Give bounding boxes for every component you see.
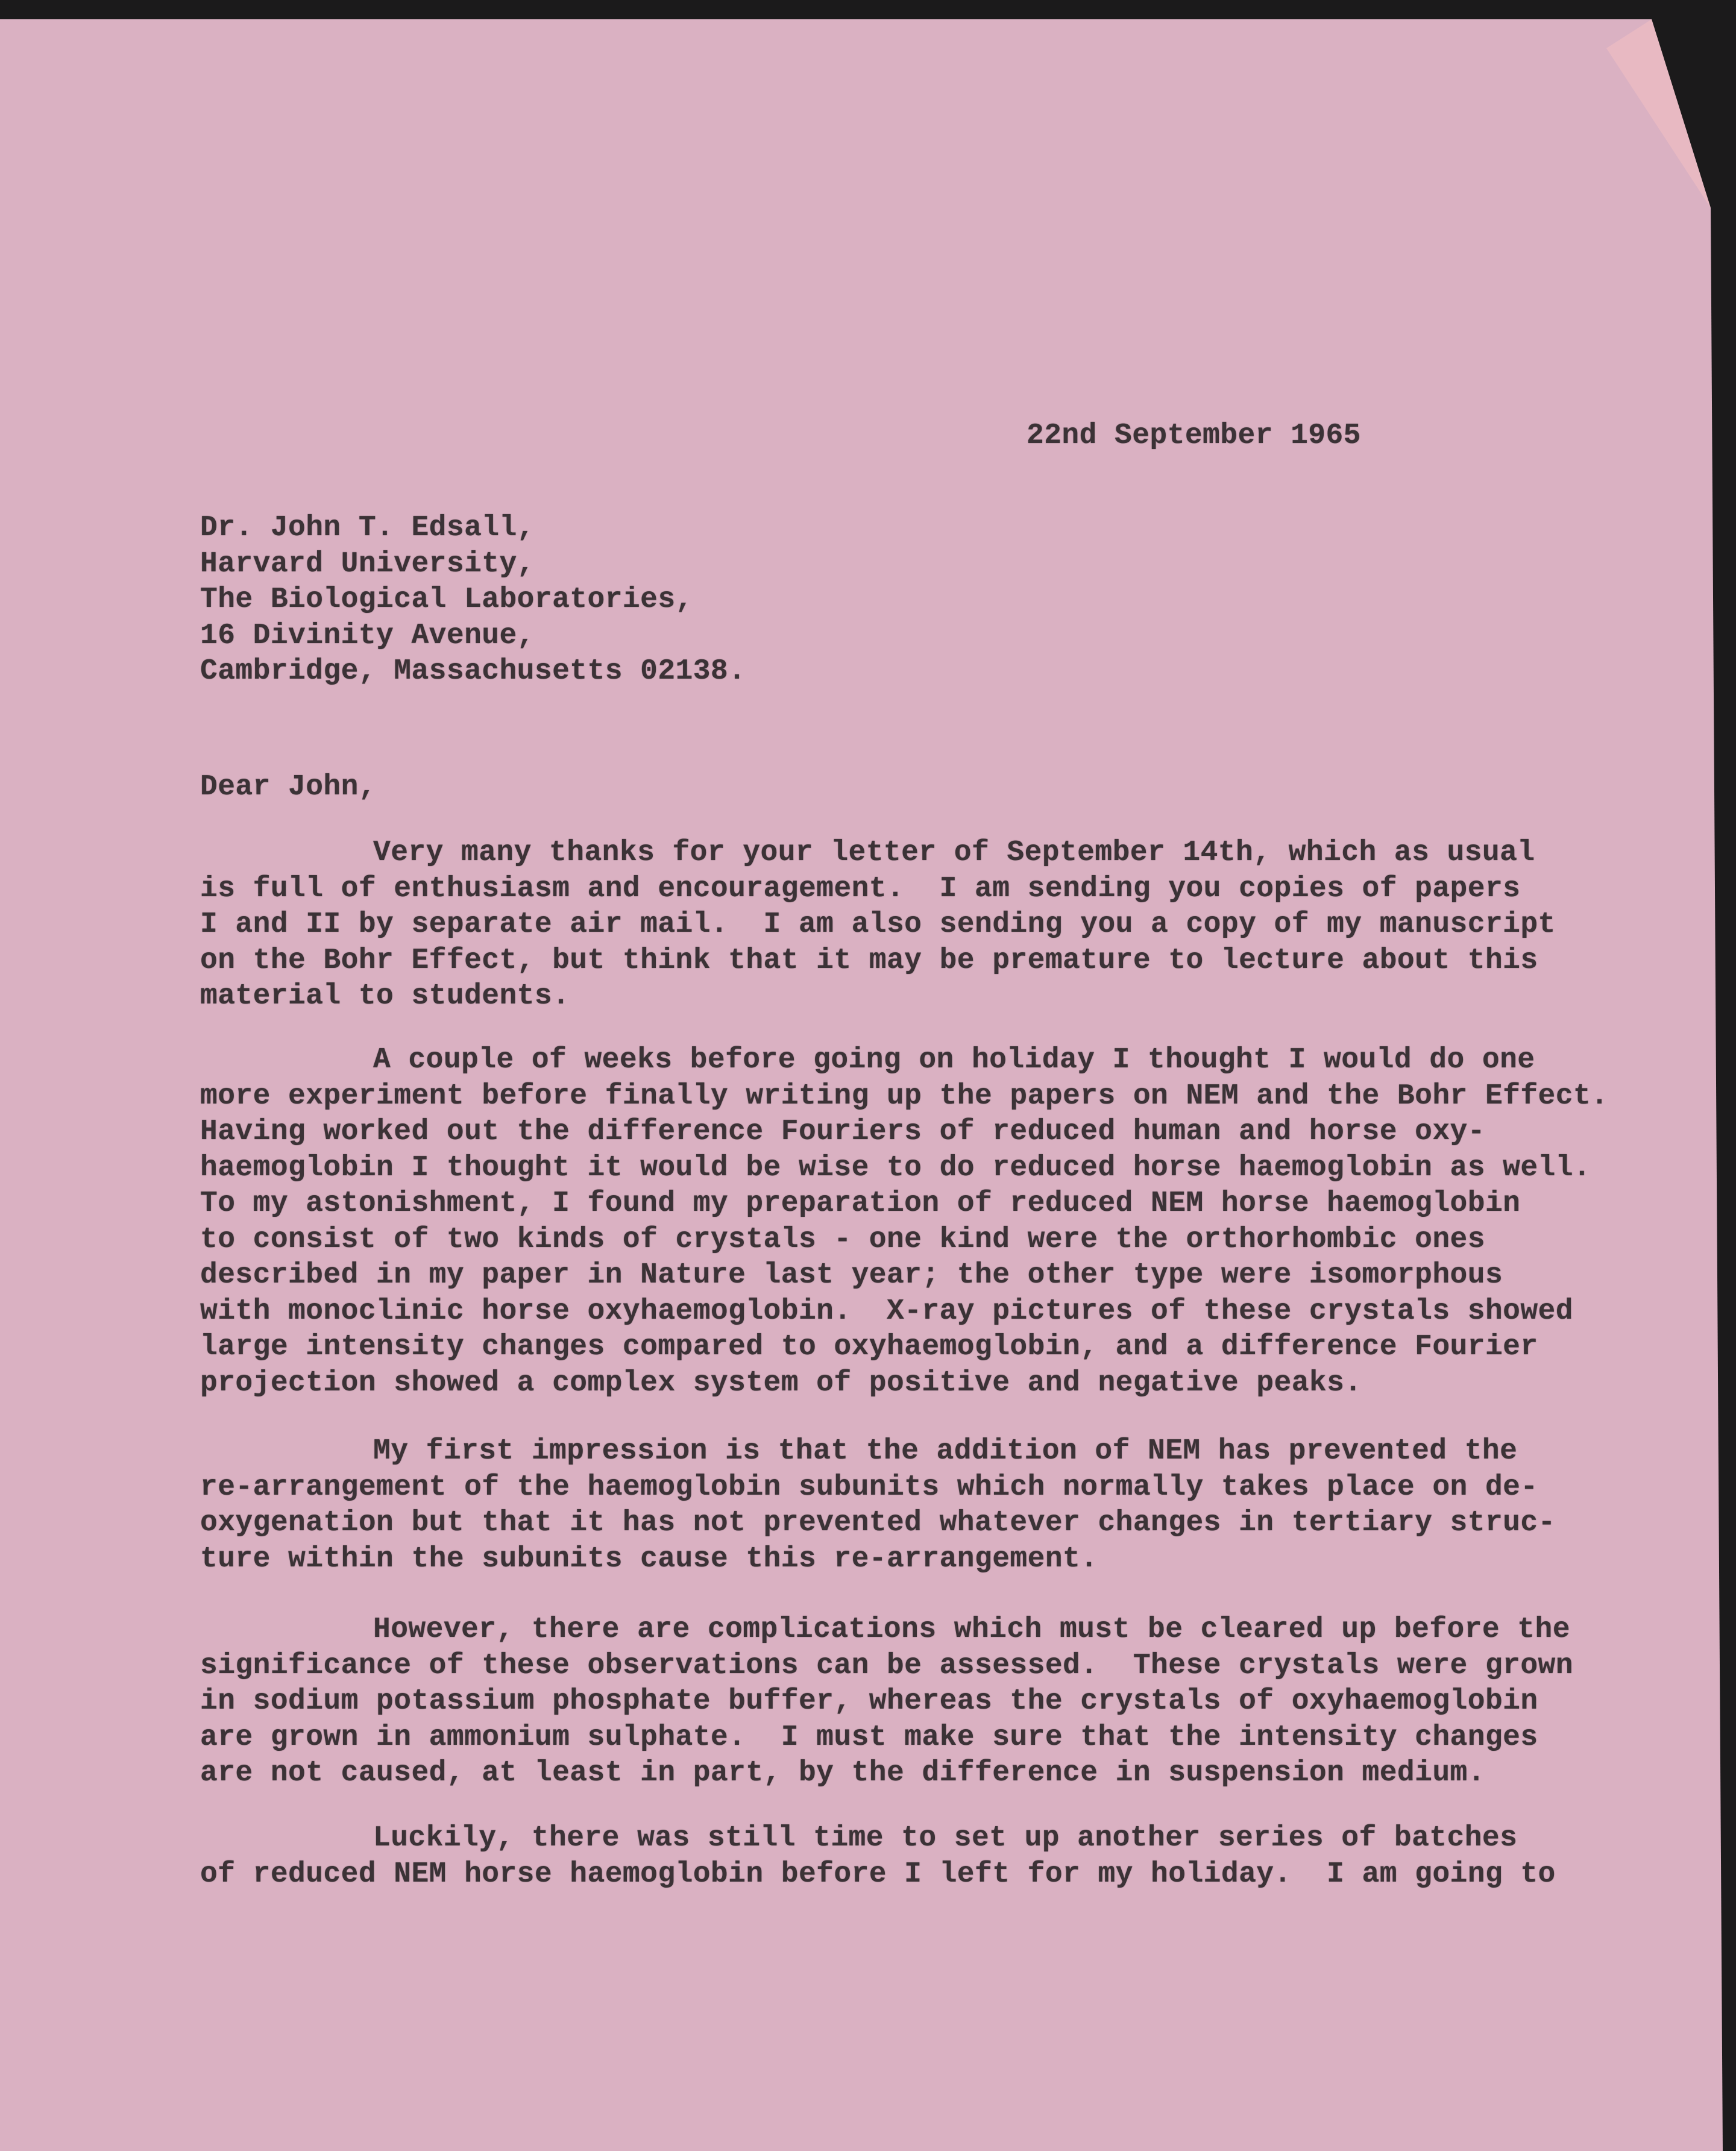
text-line: material to students. — [200, 980, 570, 1013]
text-line: oxygenation but that it has not prevented whatever changes in tertiary struc- — [200, 1507, 1556, 1539]
text-line: projection showed a complex system of positive and negative peaks. — [200, 1366, 1362, 1399]
text-line: in sodium potassium phosphate buffer, whereas the crystals of oxyhaemoglobin — [200, 1685, 1538, 1718]
recipient-address — [200, 510, 746, 690]
paragraph-2 — [200, 1043, 1608, 1401]
paragraph-4 — [200, 1612, 1573, 1792]
text-line: described in my paper in Nature last year; the other type were isomorphous — [200, 1259, 1503, 1292]
text-line: haemoglobin I thought it would be wise to do reduced horse haemoglobin as well. — [200, 1151, 1591, 1184]
text-line: Very many thanks for your letter of September 14th, which as usual — [373, 837, 1535, 869]
text-line: to consist of two kinds of crystals - one kind were the orthorhombic ones — [200, 1223, 1485, 1256]
address-line: Dr. John T. Edsall, — [200, 512, 535, 544]
text-line: large intensity changes compared to oxyhaemoglobin, and a difference Fourier — [200, 1331, 1538, 1363]
text-line: with monoclinic horse oxyhaemoglobin. X-ray pictures of these crystals showed — [200, 1295, 1573, 1328]
address-line: Harvard University, — [200, 547, 535, 580]
text-line: However, there are complications which must be cleared up before the — [373, 1613, 1570, 1646]
address-line: 16 Divinity Avenue, — [200, 619, 535, 652]
text-line: is full of enthusiasm and encouragement. I am sending you copies of papers — [200, 872, 1521, 905]
text-line: Having worked out the difference Fouriers of reduced human and horse oxy- — [200, 1116, 1485, 1148]
address-line: Cambridge, Massachusetts 02138. — [200, 655, 746, 688]
salutation: Dear John, — [200, 771, 377, 803]
letter-date: 22nd September 1965 — [1027, 419, 1361, 452]
text-line: are grown in ammonium sulphate. I must make sure that the intensity changes — [200, 1721, 1538, 1754]
paragraph-5 — [200, 1821, 1556, 1892]
text-line: of reduced NEM horse haemoglobin before I left for my holiday. I am going to — [200, 1857, 1556, 1891]
text-line: My first impression is that the addition of NEM has prevented the — [373, 1435, 1518, 1468]
text-line: more experiment before finally writing up the papers on NEM and the Bohr Effect. — [200, 1079, 1609, 1113]
text-line: ture within the subunits cause this re-arrangement. — [200, 1542, 1098, 1575]
text-line: re-arrangement of the haemoglobin subunits which normally takes place on de- — [200, 1471, 1538, 1504]
text-line: I and II by separate air mail. I am also sending you a copy of my manuscript — [200, 908, 1556, 941]
text-line: are not caused, at least in part, by the difference in suspension medium. — [200, 1757, 1485, 1789]
text-line: Luckily, there was still time to set up another series of batches — [373, 1822, 1518, 1854]
text-line: A couple of weeks before going on holiday I thought I would do one — [373, 1044, 1535, 1076]
paragraph-3 — [200, 1434, 1556, 1577]
address-line: The Biological Laboratories, — [200, 583, 693, 616]
text-line: on the Bohr Effect, but think that it may be premature to lecture about this — [200, 944, 1538, 977]
paragraph-1 — [200, 835, 1556, 1015]
text-line: significance of these observations can be assessed. These crystals were grown — [200, 1649, 1573, 1682]
text-line: To my astonishment, I found my preparation of reduced NEM horse haemoglobin — [200, 1187, 1521, 1220]
